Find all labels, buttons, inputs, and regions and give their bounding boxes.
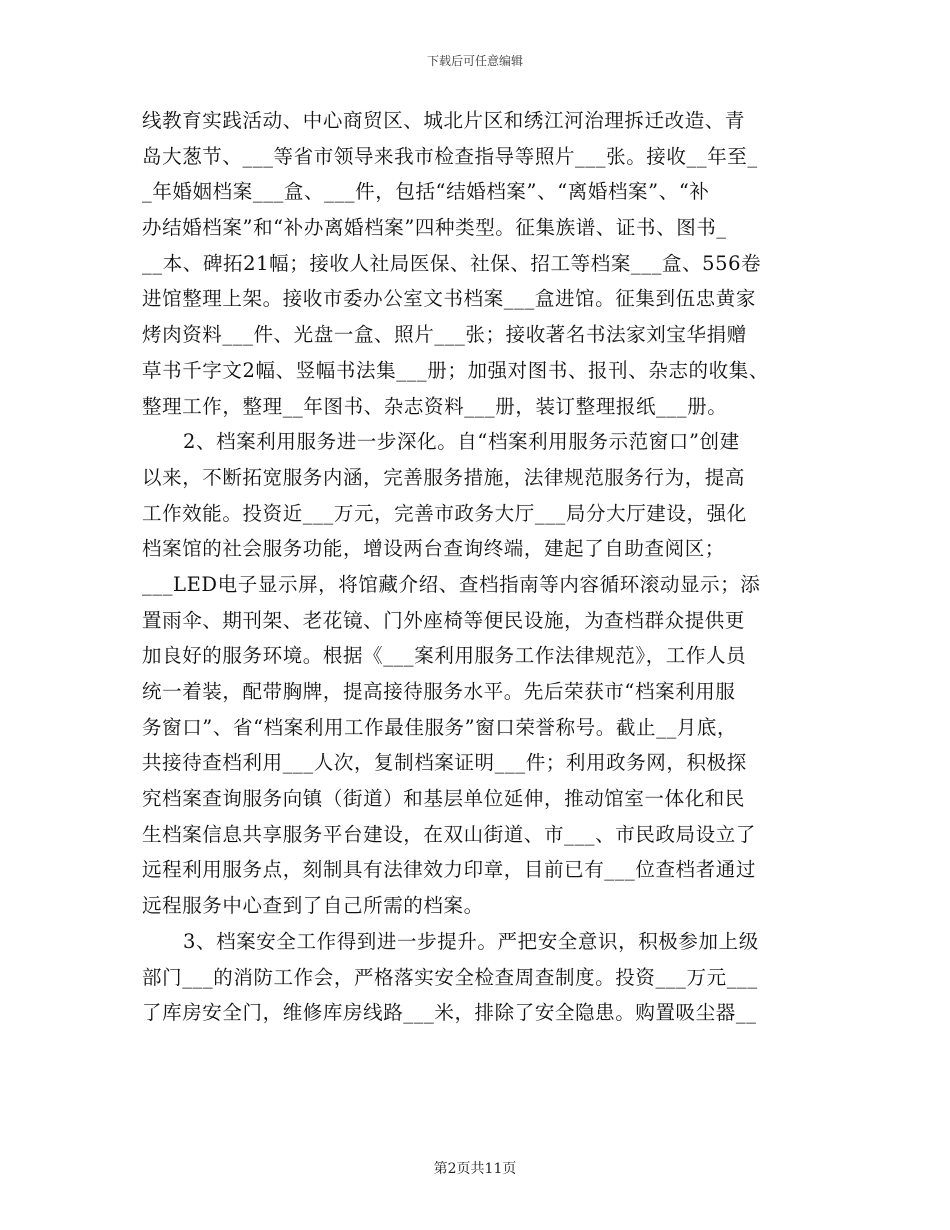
text-line: 岛大葱节、___等省市领导来我市检查指导等照片___张。接收__年至_ xyxy=(142,144,758,168)
text-line: 办结婚档案”和“补办离婚档案”四种类型。征集族谱、证书、图书_ xyxy=(142,216,727,240)
text-line: 整理工作，整理__年图书、杂志资料___册，装订整理报纸___册。 xyxy=(142,394,728,418)
text-line: 务窗口”、省“档案利用工作最佳服务”窗口荣誉称号。截止__月底， xyxy=(142,715,738,739)
text-line: 远程利用服务点，刻制具有法律效力印章，目前已有___位查档者通过 xyxy=(142,858,756,882)
text-line: 进馆整理上架。接收市委办公室文书档案___盒进馆。征集到伍忠黄家 xyxy=(142,287,756,311)
page-number-footer: 第2页共11页 xyxy=(433,1161,517,1177)
text-line: _年婚姻档案___盒、___件，包括“结婚档案”、“离婚档案”、“补 xyxy=(142,180,710,204)
text-line: 草书千字文2幅、竖幅书法集___册；加强对图书、报刊、杂志的收集、 xyxy=(142,358,769,382)
text-line: 以来，不断拓宽服务内涵，完善服务措施，法律规范服务行为，提高 xyxy=(142,465,746,489)
text-line: 烤肉资料___件、光盘一盒、照片___张；接收著名书法家刘宝华捐赠 xyxy=(142,323,747,347)
text-line: 档案馆的社会服务功能，增设两台查询终端，建起了自助查阅区； xyxy=(142,537,725,561)
text-line: 置雨伞、期刊架、老花镜、门外座椅等便民设施，为查档群众提供更 xyxy=(142,608,746,632)
text-line: 共接待查档利用___人次，复制档案证明___件；利用政务网，积极探 xyxy=(142,751,747,775)
paragraph-start-line: 3、档案安全工作得到进一步提升。严把安全意识，积极参加上级 xyxy=(183,929,759,953)
paragraph-start-line: 2、档案利用服务进一步深化。自“档案利用服务示范窗口”创建 xyxy=(183,430,740,454)
text-line: 远程服务中心查到了自己所需的档案。 xyxy=(142,894,484,918)
text-line: __本、碑拓21幅；接收人社局医保、社保、招工等档案___盒、556卷 xyxy=(142,251,762,275)
text-line: 了库房安全门，维修库房线路___米，排除了安全隐患。购置吸尘器__ xyxy=(142,1001,757,1025)
page-header: 下载后可任意编辑 xyxy=(426,54,523,68)
text-line: 究档案查询服务向镇（街道）和基层单位延伸，推动馆室一体化和民 xyxy=(142,787,746,811)
text-line: 生档案信息共享服务平台建设，在双山街道、市___、市民政局设立了 xyxy=(142,822,756,846)
document-body xyxy=(142,103,810,1031)
text-line: 统一着装，配带胸牌，提高接待服务水平。先后荣获市“档案利用服 xyxy=(142,680,736,703)
text-line: 线教育实践活动、中心商贸区、城北片区和绣江河治理拆迁改造、青 xyxy=(142,109,746,132)
text-line: 部门___的消防工作会，严格落实安全检查周查制度。投资___万元___ xyxy=(142,965,758,989)
text-line: 加良好的服务环境。根据《___案利用服务工作法律规范》，工作人员 xyxy=(142,644,747,668)
text-line: 工作效能。投资近___万元，完善市政务大厅___局分大厅建设，强化 xyxy=(142,501,747,525)
text-line: ___LED电子显示屏，将馆藏介绍、查档指南等内容循环滚动显示；添 xyxy=(142,572,761,596)
